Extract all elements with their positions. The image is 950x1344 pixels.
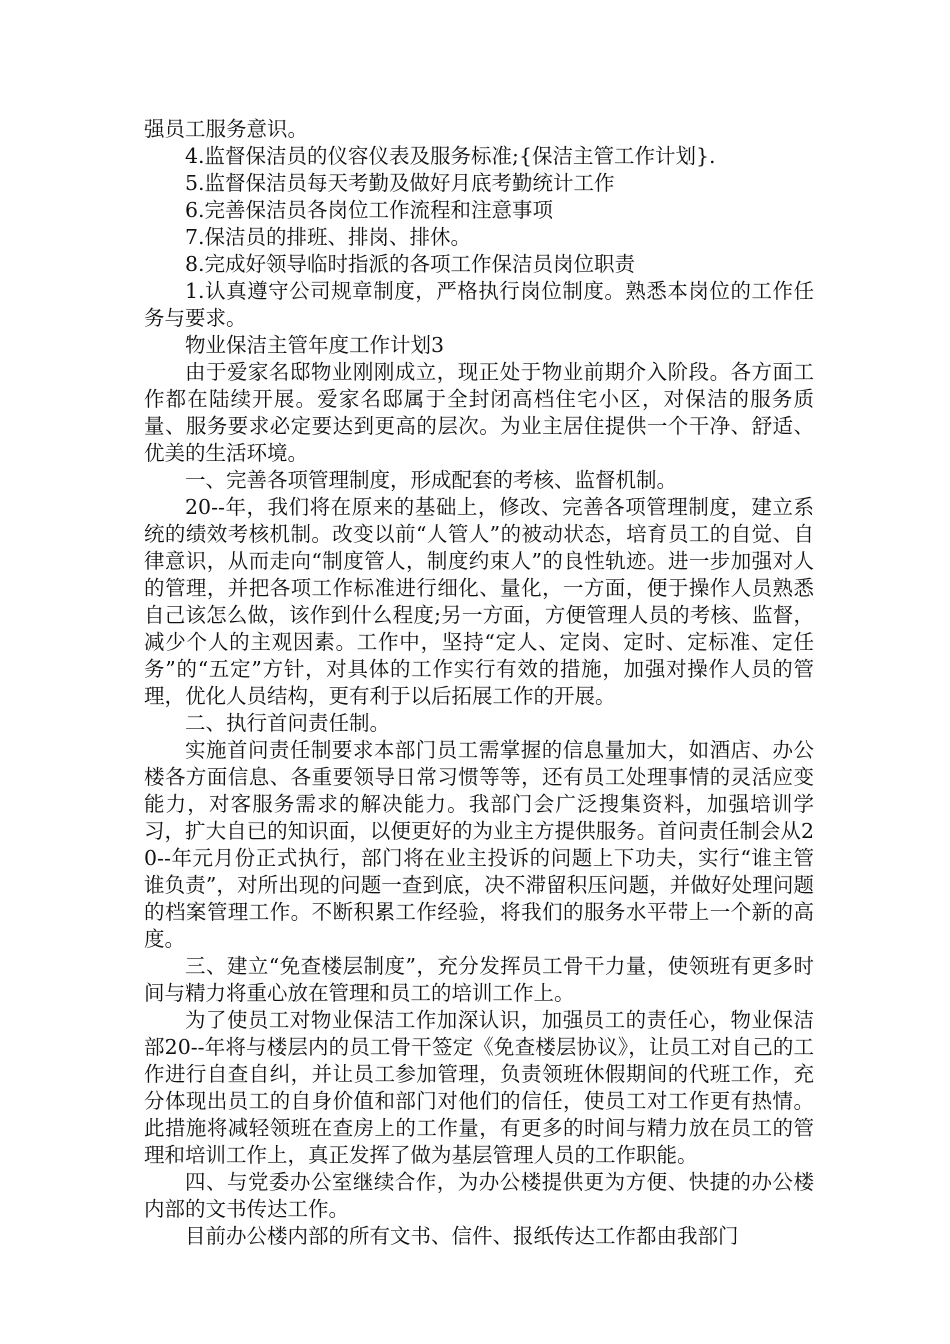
- document-body: [144, 116, 814, 1250]
- document-paragraph: 由于爱家名邸物业刚刚成立，现正处于物业前期介入阶段。各方面工作都在陆续开展。爱家名邸属于全封闭高档住宅小区，对保洁的服务质量、服务要求必定要达到更高的层次。为业主居住提供一个干净、舒适、优美的生活环境。: [144, 360, 814, 465]
- document-paragraph: 为了使员工对物业保洁工作加深认识，加强员工的责任心，物业保洁部20--年将与楼层内的员工骨干签定《免查楼层协议》，让员工对自己的工作进行自查自纠，并让员工参加管理，负责领班休假期间的代班工作，充分体现出员工的自身价值和部门对他们的信任，使员工对工作更有热情。此措施将减轻领班在查房上的工作量，有更多的时间与精力放在员工的管理和培训工作上，真正发挥了做为基层管理人员的工作职能。: [144, 1008, 814, 1167]
- document-paragraph: 4.监督保洁员的仪容仪表及服务标准;{保洁主管工作计划}.: [185, 144, 716, 168]
- document-paragraph: 二、执行首问责任制。: [185, 711, 390, 735]
- document-paragraph: 物业保洁主管年度工作计划3: [185, 333, 445, 357]
- document-paragraph: 5.监督保洁员每天考勤及做好月底考勤统计工作: [185, 171, 615, 195]
- document-paragraph: 强员工服务意识。: [144, 117, 308, 141]
- document-paragraph: 实施首问责任制要求本部门员工需掌握的信息量加大，如酒店、办公楼各方面信息、各重要领导日常习惯等等，还有员工处理事情的灵活应变能力，对客服务需求的解决能力。我部门会广泛搜集资料，加强培训学习，扩大自已的知识面，以便更好的为业主方提供服务。首问责任制会从20--年元月份正式执行，部门将在业主投诉的问题上下功夫，实行“谁主管谁负责”，对所出现的问题一查到底，决不滞留积压问题，并做好处理问题的档案管理工作。不断积累工作经验，将我们的服务水平带上一个新的高度。: [144, 738, 814, 951]
- document-paragraph: 1.认真遵守公司规章制度，严格执行岗位制度。熟悉本岗位的工作任务与要求。: [144, 279, 814, 330]
- document-paragraph: 三、建立“免查楼层制度”，充分发挥员工骨干力量，使领班有更多时间与精力将重心放在管理和员工的培训工作上。: [144, 954, 814, 1005]
- document-paragraph: 6.完善保洁员各岗位工作流程和注意事项: [185, 198, 554, 222]
- document-paragraph: 20--年，我们将在原来的基础上，修改、完善各项管理制度，建立系统的绩效考核机制。改变以前“人管人”的被动状态，培育员工的自觉、自律意识，从而走向“制度管人，制度约束人”的良性轨迹。进一步加强对人的管理，并把各项工作标准进行细化、量化，一方面，便于操作人员熟悉自己该怎么做，该作到什么程度;另一方面，方便管理人员的考核、监督，减少个人的主观因素。工作中，坚持“定人、定岗、定时、定标准、定任务”的“五定”方针，对具体的工作实行有效的措施，加强对操作人员的管理，优化人员结构，更有利于以后拓展工作的开展。: [144, 495, 814, 708]
- document-paragraph: 7.保洁员的排班、排岗、排休。: [185, 225, 472, 249]
- document-paragraph: 8.完成好领导临时指派的各项工作保洁员岗位职责: [185, 252, 636, 276]
- document-paragraph: 一、完善各项管理制度，形成配套的考核、监督机制。: [185, 468, 677, 492]
- document-paragraph: 目前办公楼内部的所有文书、信件、报纸传达工作都由我部门: [185, 1224, 739, 1248]
- document-paragraph: 四、与党委办公室继续合作，为办公楼提供更为方便、快捷的办公楼内部的文书传达工作。: [144, 1170, 814, 1221]
